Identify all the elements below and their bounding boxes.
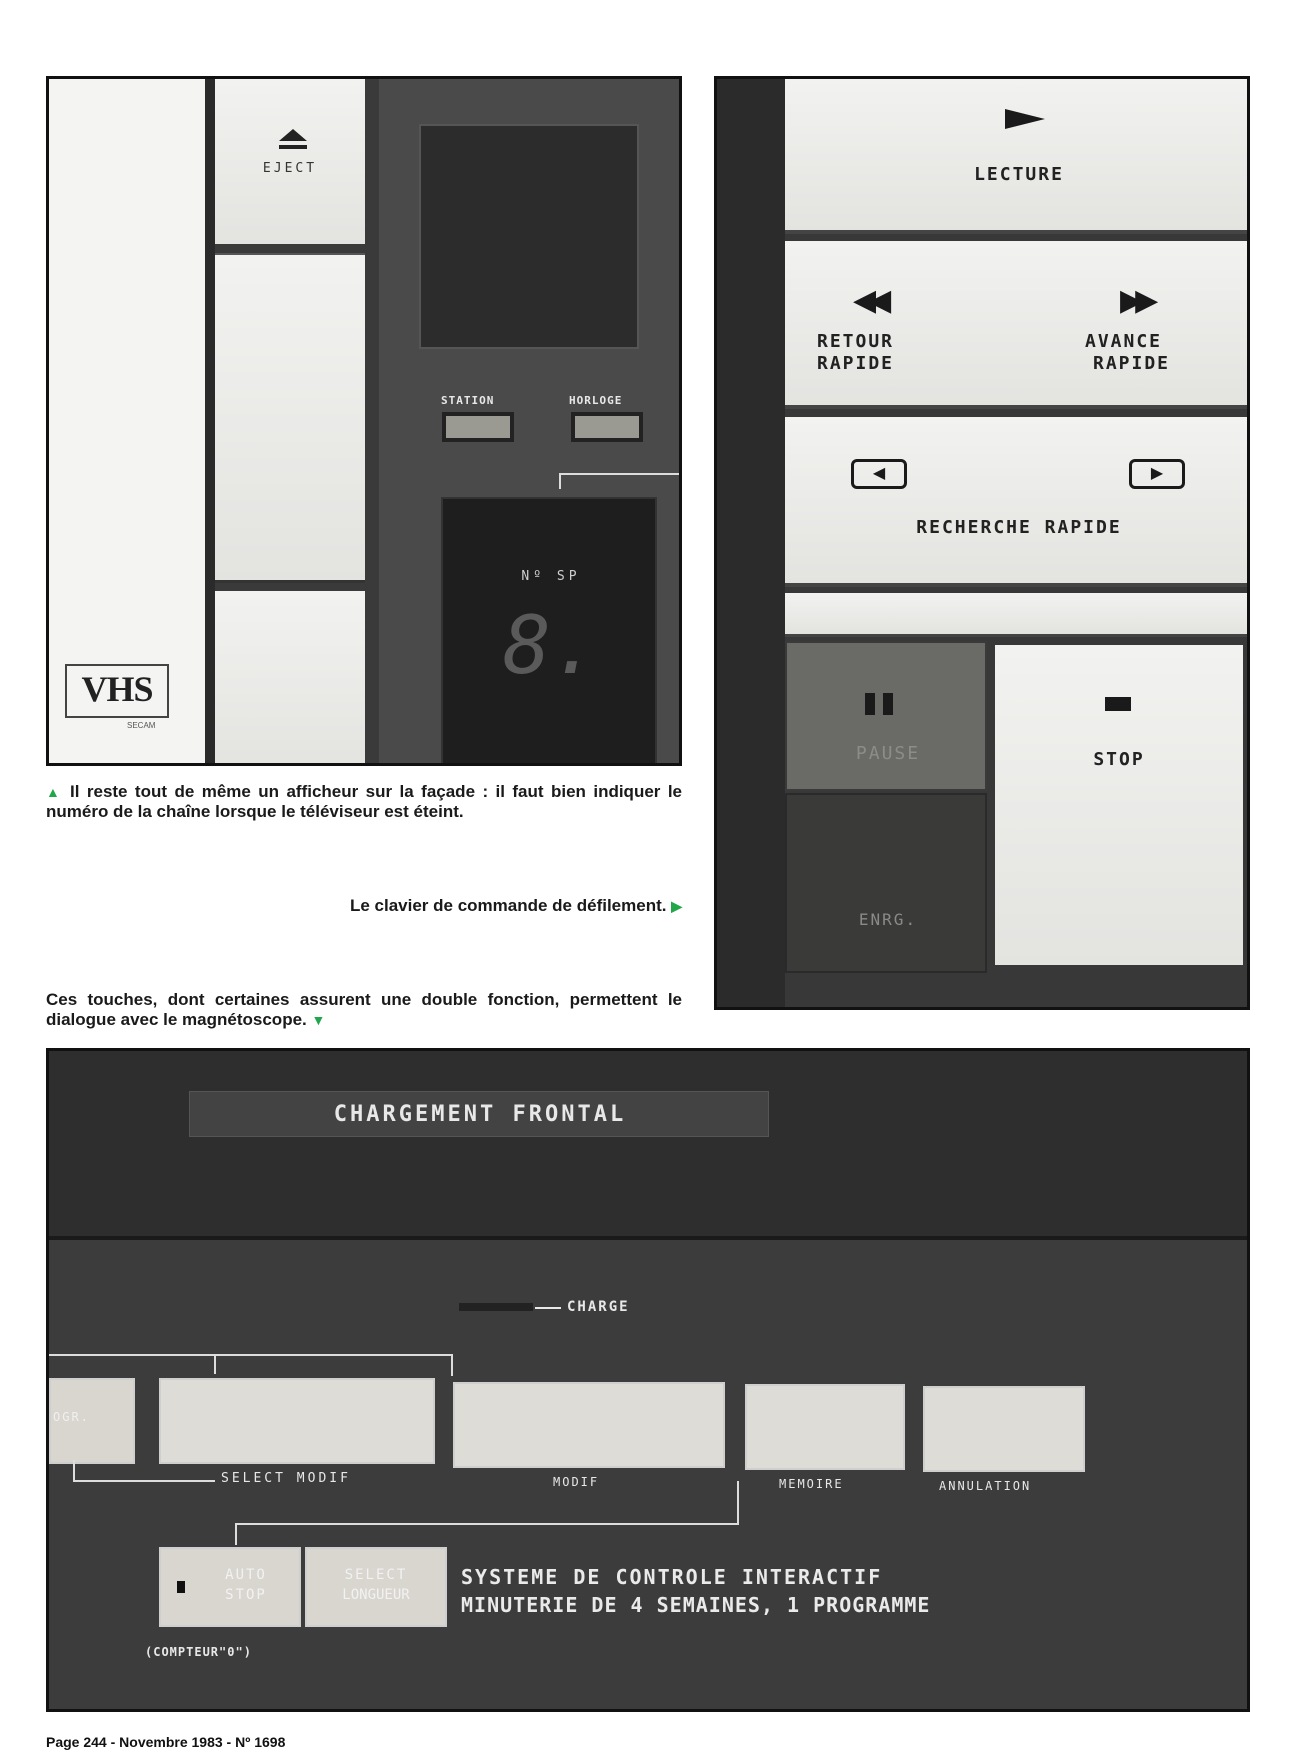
rewind-icon: ◀◀ [853,284,884,317]
bracket-top [49,1354,453,1376]
memoire-button[interactable] [745,1384,905,1470]
horloge-label: HORLOGE [569,394,623,407]
select-modif-label: SELECT MODIF [221,1471,351,1486]
triangle-down-icon: ▼ [311,1012,326,1028]
display-label: Nº SP [521,569,581,584]
systeme-label-2: MINUTERIE DE 4 SEMAINES, 1 PROGRAMME [461,1593,931,1617]
panel-divider [205,79,215,766]
select-longueur-label-1: SELECT [344,1567,408,1583]
modif-label: MODIF [553,1475,600,1489]
caption-keys: Ces touches, dont certaines assurent une double fonction, permettent le dialogue avec le magnétoscope. ▼ [46,990,682,1029]
recherche-label: RECHERCHE RAPIDE [916,517,1122,538]
channel-display [441,497,657,766]
eject-button[interactable] [215,79,365,244]
pause-led-icon [865,693,875,715]
fast-forward-icon: ▶▶ [1120,284,1151,317]
annulation-button[interactable] [923,1386,1085,1472]
chargement-plate [189,1091,769,1137]
auto-stop-led-icon [177,1581,185,1593]
chargement-label: CHARGEMENT FRONTAL [333,1102,627,1127]
rapide-button[interactable] [785,241,1250,409]
autostop-connector [235,1523,237,1545]
loading-area [49,1051,1250,1236]
stop-led-icon [1105,697,1131,711]
photo-transport-keys [714,76,1250,1010]
pause-button[interactable] [785,641,987,791]
retour-label-2: RAPIDE [817,353,895,374]
memoire-connector [235,1481,739,1525]
auto-stop-button[interactable] [159,1547,301,1627]
bracket-inner [214,1354,216,1374]
search-back-icon: ◀ [851,459,907,489]
loading-ledge [49,1236,1250,1240]
station-button[interactable] [442,412,514,442]
blank-key-middle[interactable] [215,253,365,583]
select-modif-button[interactable] [159,1378,435,1464]
retour-label-1: RETOUR [817,331,895,352]
lecture-label: LECTURE [974,164,1064,185]
caption-display: ▲ Il reste tout de même un afficheur sur la façade : il faut bien indiquer le numéro de la chaîne lorsque le téléviseur est éteint. [46,782,683,821]
auto-stop-label-1: AUTO [225,1567,267,1583]
play-icon [1005,109,1045,129]
select-longueur-label-2: LONGUEUR [342,1587,410,1603]
pause-led-icon-2 [883,693,893,715]
horloge-button[interactable] [571,412,643,442]
triangle-up-icon: ▲ [46,784,63,800]
page-footer: Page 244 - Novembre 1983 - Nº 1698 [46,1734,286,1750]
photo-vcr-front-display [46,76,682,766]
systeme-label-1: SYSTEME DE CONTROLE INTERACTIF [461,1565,883,1589]
blank-key-bottom[interactable] [215,591,365,766]
charge-line [535,1307,561,1309]
stop-button[interactable] [995,645,1243,965]
charge-label: CHARGE [567,1299,630,1315]
compteur-label: (COMPTEUR"0") [145,1645,252,1659]
auto-stop-label-2: STOP [225,1587,267,1603]
select-modif-bracket [73,1460,215,1482]
photo-control-panel [46,1048,1250,1712]
vhs-secam-label: SECAM [127,721,156,730]
triangle-right-icon: ▶ [671,898,682,914]
stop-label: STOP [1093,749,1145,770]
lecture-button[interactable] [785,79,1250,234]
select-longueur-button[interactable] [305,1547,447,1627]
display-window-top [419,124,639,349]
pause-label: PAUSE [855,743,921,764]
enrg-label: ENRG. [858,910,918,929]
avance-label-2: RAPIDE [1093,353,1171,374]
eject-icon-bar [279,145,307,149]
caption-keyboard: Le clavier de commande de défilement. ▶ [349,896,682,915]
vhs-logo: VHS [65,664,169,718]
station-label: STATION [441,394,495,407]
connector-line [559,473,682,489]
progr-button[interactable] [49,1378,135,1464]
charge-led-icon [459,1303,533,1311]
enrg-button[interactable] [785,793,987,973]
recherche-button[interactable] [785,417,1250,587]
search-forward-icon: ▶ [1129,459,1185,489]
modif-button[interactable] [453,1382,725,1468]
eject-label: EJECT [262,161,318,176]
blank-strip [785,593,1250,637]
annulation-label: ANNULATION [939,1479,1032,1493]
memoire-label: MEMOIRE [779,1477,844,1491]
channel-digit: 8. [502,599,600,692]
eject-icon [279,129,307,141]
cassette-door-panel [49,79,205,766]
avance-label-1: AVANCE [1085,331,1163,352]
left-edge [717,79,785,1010]
progr-label: OGR. [53,1410,90,1424]
